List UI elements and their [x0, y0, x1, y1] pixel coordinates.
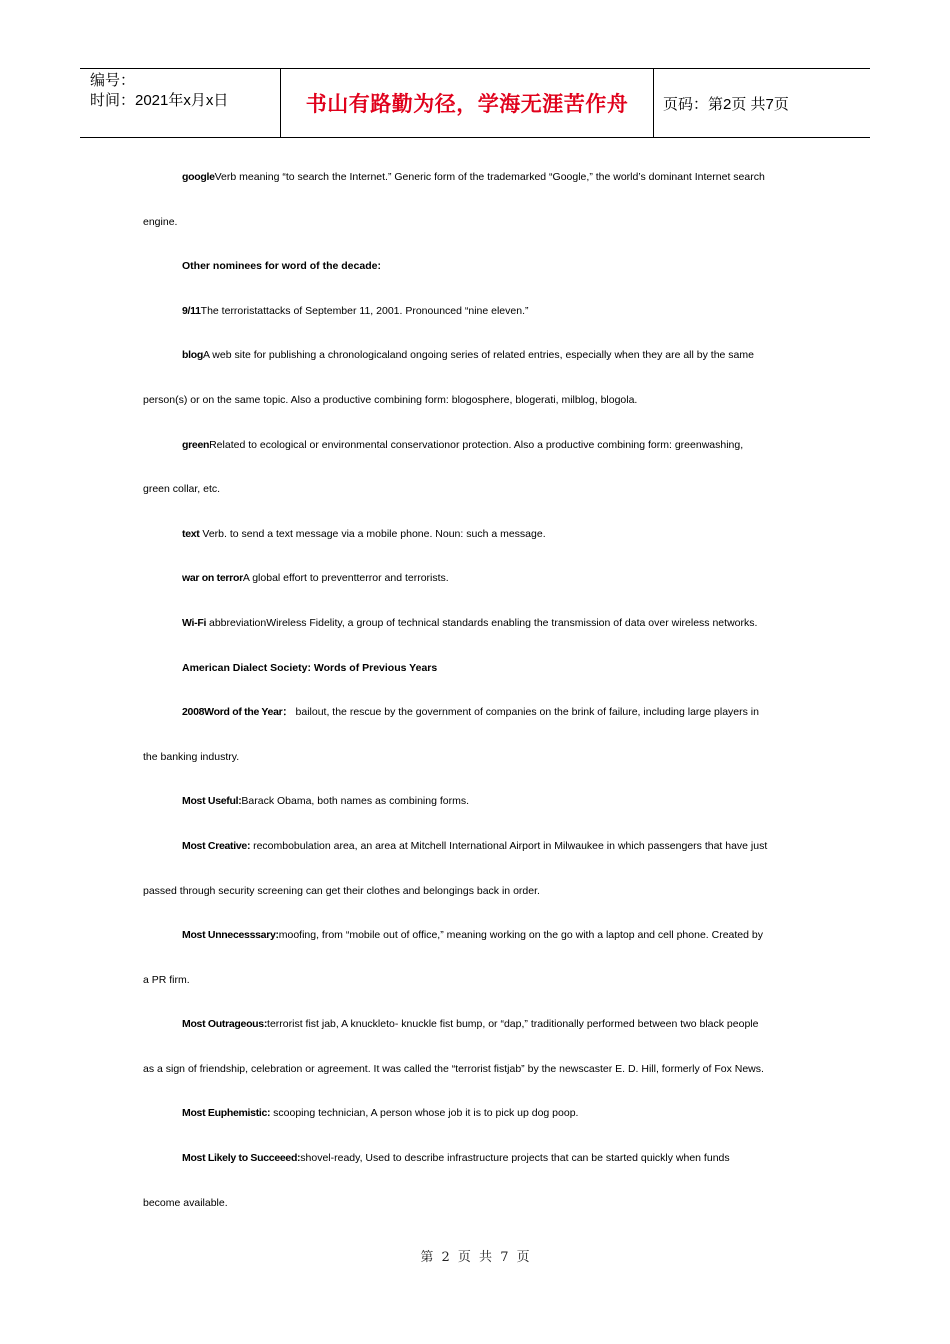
glossary-entry — [143, 690, 808, 735]
entry-term: Wi-Fi — [182, 616, 207, 629]
entry-term: 2008Word of the Year： — [182, 706, 293, 719]
entry-term: Most Unnecesssary: — [182, 929, 279, 942]
section-heading — [143, 244, 808, 289]
entry-definition: terrorist fist jab, A knuckleto- knuckle fist bump, or “dap,” traditionally performed between two black people — [267, 1018, 759, 1031]
entry-continuation: person(s) or on the same topic. Also a productive combining form: blogosphere, blogerati, milblog, blogola. — [143, 393, 638, 406]
entry-term: Most Useful: — [182, 795, 242, 808]
glossary-entry — [143, 601, 808, 646]
header-page-label: 页码：第2页 共7页 — [663, 95, 789, 113]
glossary-entry — [143, 423, 808, 468]
heading-text: Other nominees for word of the decade: — [182, 260, 381, 273]
entry-term: Most Euphemistic: — [182, 1107, 271, 1120]
entry-term: 9/11 — [182, 304, 201, 317]
entry-definition: A web site for publishing a chronologicaland ongoing series of related entries, especially when they are all by the same — [202, 349, 754, 362]
entry-definition: moofing, from “mobile out of office,” meaning working on the go with a laptop and cell phone. Created by — [278, 929, 763, 942]
entry-term: blog — [182, 349, 203, 362]
entry-term: Most Creative: — [182, 839, 251, 852]
document-date-label: 时间：2021年x月x日 — [90, 92, 229, 109]
entry-continuation: the banking industry. — [143, 750, 240, 763]
entry-definition: Barack Obama, both names as combining forms. — [241, 795, 470, 808]
glossary-entry — [143, 289, 808, 334]
header-meta — [80, 69, 281, 137]
entry-term: Most Outrageous: — [182, 1018, 268, 1031]
heading-text: American Dialect Society: Words of Previous Years — [182, 661, 438, 674]
entry-continuation: engine. — [143, 215, 178, 228]
glossary-entry — [143, 556, 808, 601]
entry-definition: Verb meaning “to search the Internet.” Generic form of the trademarked “Google,” the world’s dominant Internet search — [214, 171, 765, 183]
glossary-entry — [143, 512, 808, 557]
entry-definition: abbreviationWireless Fidelity, a group of technical standards enabling the transmission of data over wireless networks. — [206, 616, 758, 629]
page-header — [80, 68, 870, 138]
glossary-entry — [143, 1002, 808, 1047]
entry-term: text — [182, 527, 200, 540]
glossary-entry — [143, 1136, 808, 1181]
entry-term: Most Likely to Succeeed: — [182, 1152, 301, 1165]
header-page-cell — [654, 69, 870, 137]
document-number-label: 编号： — [90, 72, 136, 89]
header-motto: 书山有路勤为径，学海无涯苦作舟 — [305, 92, 629, 116]
glossary-entry — [143, 333, 808, 378]
entry-term: google — [182, 171, 215, 183]
header-motto-cell — [281, 69, 654, 137]
page-footer: 第 2 页 共 7 页 — [420, 1250, 530, 1265]
entry-definition: The terroristattacks of September 11, 2001. Pronounced “nine eleven.” — [200, 304, 529, 317]
entry-continuation: green collar, etc. — [143, 483, 221, 496]
glossary-entry — [143, 824, 808, 869]
glossary-entry — [143, 913, 808, 958]
glossary-entry — [143, 155, 808, 200]
entry-definition: shovel-ready, Used to describe infrastructure projects that can be started quickly when funds — [300, 1152, 730, 1165]
entry-continuation: passed through security screening can get their clothes and belongings back in order. — [143, 884, 540, 897]
entry-term: war on terror — [182, 572, 243, 585]
entry-term: green — [182, 438, 210, 451]
section-heading — [143, 646, 808, 691]
entry-definition: A global effort to preventterror and terrorists. — [242, 572, 449, 585]
entry-definition: bailout, the rescue by the government of companies on the brink of failure, including large players in — [292, 706, 759, 719]
glossary-entry — [143, 779, 808, 824]
entry-definition: Verb. to send a text message via a mobile phone. Noun: such a message. — [199, 527, 546, 540]
entry-definition: scooping technician, A person whose job it is to pick up dog poop. — [270, 1107, 579, 1120]
glossary-entry — [143, 1091, 808, 1136]
entry-definition: recombobulation area, an area at Mitchell International Airport in Milwaukee in which passengers that have just — [250, 839, 768, 852]
entry-continuation: as a sign of friendship, celebration or agreement. It was called the “terrorist fistjab” by the newscaster E. D. Hill, formerly of Fox News. — [143, 1062, 764, 1075]
document-body — [143, 155, 808, 1225]
entry-continuation: a PR firm. — [143, 973, 190, 986]
entry-definition: Related to ecological or environmental conservationor protection. Also a productive combining form: greenwashing, — [209, 438, 744, 451]
entry-continuation: become available. — [143, 1196, 228, 1209]
